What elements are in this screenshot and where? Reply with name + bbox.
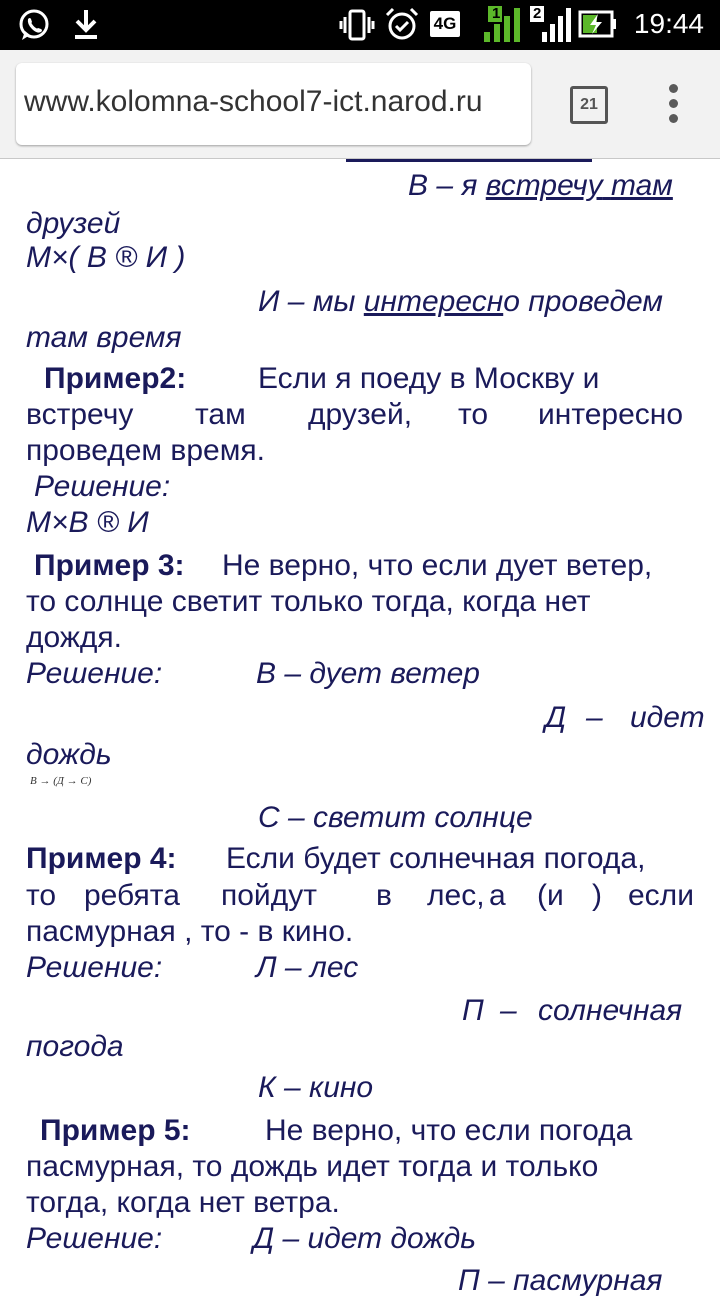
page-content	[0, 159, 720, 1297]
cut-off-underline	[346, 159, 592, 162]
var-i-text: И – мы	[258, 285, 364, 318]
var-line: Л – лес	[256, 951, 359, 984]
sim1-label: 1	[492, 5, 501, 22]
var-line-i	[258, 284, 663, 320]
example-2-line: Если я поеду в Москву и	[258, 362, 600, 395]
var-line-word: идет	[630, 701, 705, 734]
var-line-v	[408, 168, 673, 204]
example-2-word: интересно	[538, 398, 684, 431]
var-line: К – кино	[258, 1071, 374, 1104]
var-line-word: –	[500, 994, 517, 1027]
solution-label: Решение:	[26, 1222, 163, 1255]
var-v-underlined-2: там	[610, 169, 673, 202]
example-3-line: то солнце светит только тогда, когда нет	[26, 585, 591, 618]
menu-dot-icon	[669, 84, 678, 93]
tab-switcher-button[interactable]	[570, 86, 608, 124]
example-2-word: друзей,	[308, 398, 413, 431]
text-line: дождь	[26, 738, 112, 771]
menu-dot-icon	[669, 114, 678, 123]
var-line-word: П	[462, 994, 484, 1027]
example-4-word: (и	[537, 879, 564, 912]
example-4-word: )	[592, 879, 602, 912]
example-2-line: проведем время.	[26, 434, 265, 467]
url-text: www.kolomna-school7-ict.narod.ru	[24, 85, 483, 118]
solution-label: Решение:	[34, 470, 171, 503]
example-4-line: пасмурная , то - в кино.	[26, 915, 354, 948]
formula-1: M×( В ® И )	[26, 241, 186, 274]
solution-label: Решение:	[26, 657, 163, 690]
example-4-word: то	[26, 879, 57, 912]
solution-label: Решение:	[26, 951, 163, 984]
var-line-cut: П – пасмурная	[458, 1264, 663, 1297]
example-3-label: Пример 3:	[34, 549, 185, 582]
var-line-word: Д	[545, 701, 567, 734]
example-2-word: встречу	[26, 398, 134, 431]
menu-dot-icon	[669, 99, 678, 108]
var-i-underlined: интересн	[363, 285, 504, 318]
text-line: погода	[26, 1030, 124, 1063]
example-2-word: там	[195, 398, 246, 431]
example-4-label: Пример 4:	[26, 842, 177, 875]
var-v-text: В – я	[408, 169, 486, 202]
text-line: друзей	[26, 207, 121, 240]
text-line: там время	[26, 321, 182, 354]
example-4-word: лес,	[427, 879, 485, 912]
var-line: В – дует ветер	[256, 657, 480, 690]
example-5-label: Пример 5:	[40, 1114, 191, 1147]
example-4-word: в	[376, 879, 392, 912]
example-4-word: пойдут	[221, 879, 317, 912]
alarm-icon	[384, 6, 420, 42]
example-3-line: Не верно, что если дует ветер,	[222, 549, 653, 582]
example-2-word: то	[458, 398, 489, 431]
clock: 19:44	[633, 8, 704, 39]
var-line-word: солнечная	[538, 994, 683, 1027]
overflow-menu-button[interactable]	[664, 84, 684, 124]
example-5-line: тогда, когда нет ветра.	[26, 1186, 340, 1219]
var-i-rest: о проведем	[503, 285, 663, 318]
var-line: Д – идет дождь	[253, 1222, 477, 1255]
example-4-line: Если будет солнечная погода,	[226, 842, 646, 875]
download-icon	[72, 8, 100, 42]
example-2-label: Пример2:	[44, 362, 187, 395]
formula-2: M×B ® И	[26, 506, 149, 539]
vibrate-icon	[340, 8, 374, 42]
battery-charging-icon	[578, 8, 618, 40]
browser-toolbar	[0, 50, 720, 159]
whatsapp-icon	[16, 8, 52, 42]
formula-3-image: B → (Д → C)	[30, 775, 92, 787]
var-line-word: –	[586, 701, 603, 734]
sim2-label: 2	[533, 5, 542, 22]
example-4-word: ребята	[84, 879, 180, 912]
example-4-word: а	[489, 879, 506, 912]
var-line: С – светит солнце	[258, 801, 533, 834]
network-type-badge: 4G	[430, 11, 460, 37]
example-5-line: Не верно, что если погода	[265, 1114, 633, 1147]
status-bar	[0, 0, 720, 50]
example-5-line: пасмурная, то дождь идет тогда и только	[26, 1150, 599, 1183]
var-v-underlined: встречу	[485, 169, 603, 202]
tab-count: 21	[580, 96, 598, 113]
address-bar[interactable]	[16, 63, 531, 145]
example-4-word: если	[628, 879, 694, 912]
example-3-line: дождя.	[26, 621, 123, 654]
